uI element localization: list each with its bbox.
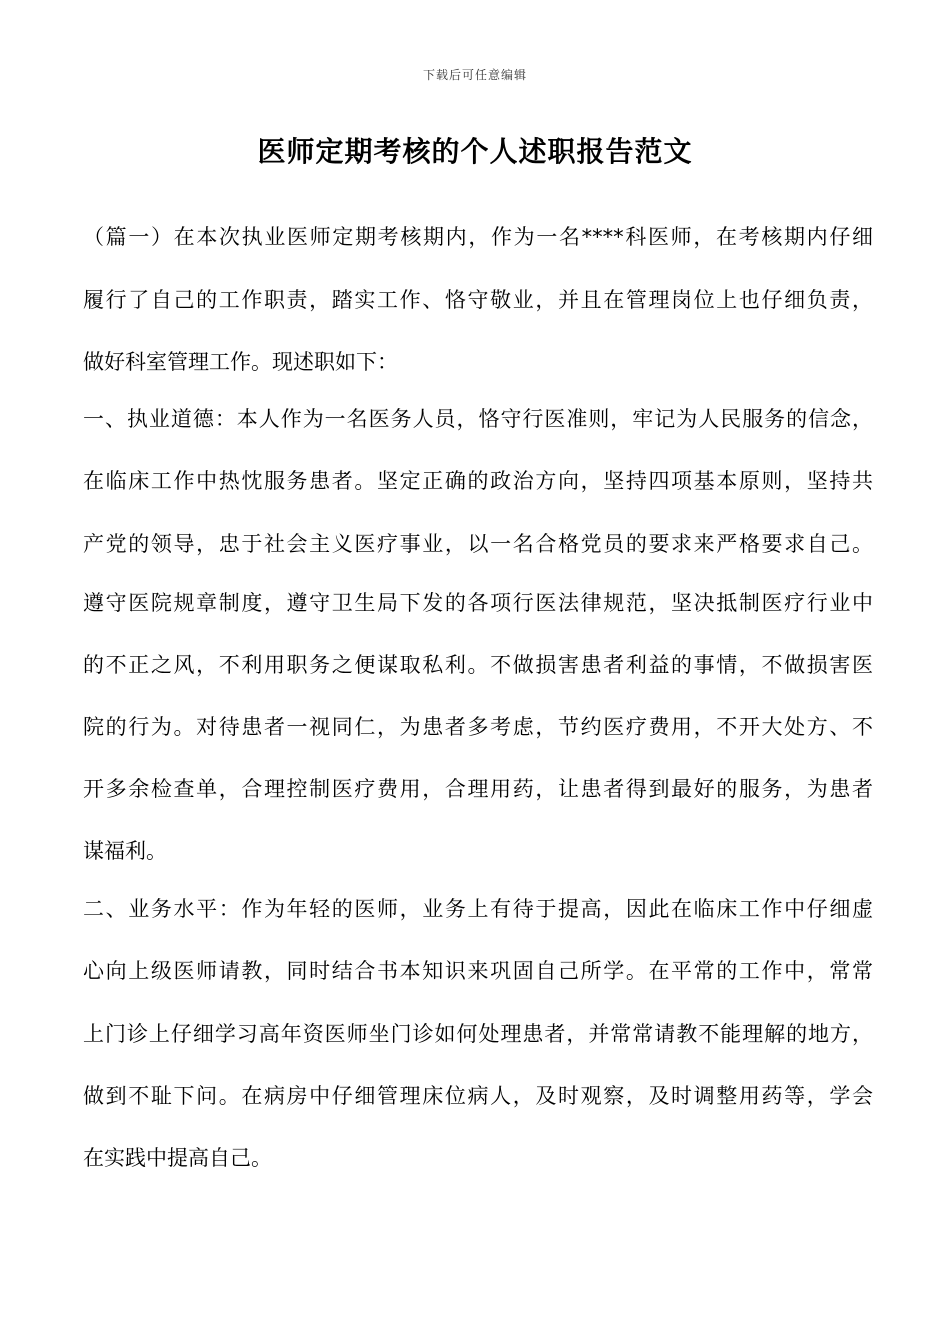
body-line: 做到不耻下问。在病房中仔细管理床位病人，及时观察，及时调整用药等，学会 [83, 1084, 873, 1108]
body-line: （篇一）在本次执业医师定期考核期内，作为一名****科医师，在考核期内仔细 [83, 225, 873, 249]
body-line: 一、执业道德：本人作为一名医务人员，恪守行医准则，牢记为人民服务的信念， [83, 407, 873, 431]
body-line: 履行了自己的工作职责，踏实工作、恪守敬业，并且在管理岗位上也仔细负责， [83, 288, 873, 312]
body-line: 开多余检查单，合理控制医疗费用，合理用药，让患者得到最好的服务，为患者 [83, 777, 873, 801]
body-line: 的不正之风，不利用职务之便谋取私利。不做损害患者利益的事情，不做损害医 [83, 653, 873, 677]
body-line: 在临床工作中热忱服务患者。坚定正确的政治方向，坚持四项基本原则，坚持共 [83, 469, 873, 493]
body-line: 遵守医院规章制度，遵守卫生局下发的各项行医法律规范，坚决抵制医疗行业中 [83, 591, 873, 615]
document-title: 医师定期考核的个人述职报告范文 [257, 135, 693, 168]
body-line: 做好科室管理工作。现述职如下： [83, 350, 398, 374]
header-note: 下载后可任意编辑 [422, 68, 527, 82]
body-line: 上门诊上仔细学习高年资医师坐门诊如何处理患者，并常常请教不能理解的地方， [83, 1022, 873, 1046]
body-line: 产党的领导，忠于社会主义医疗事业，以一名合格党员的要求来严格要求自己。 [83, 532, 873, 556]
body-line: 谋福利。 [83, 839, 167, 863]
body-line: 院的行为。对待患者一视同仁，为患者多考虑，节约医疗费用，不开大处方、不 [83, 715, 873, 739]
body-line: 在实践中提高自己。 [83, 1146, 272, 1170]
body-line: 二、业务水平：作为年轻的医师，业务上有待于提高，因此在临床工作中仔细虚 [83, 897, 873, 921]
body-line: 心向上级医师请教，同时结合书本知识来巩固自己所学。在平常的工作中，常常 [83, 959, 873, 983]
